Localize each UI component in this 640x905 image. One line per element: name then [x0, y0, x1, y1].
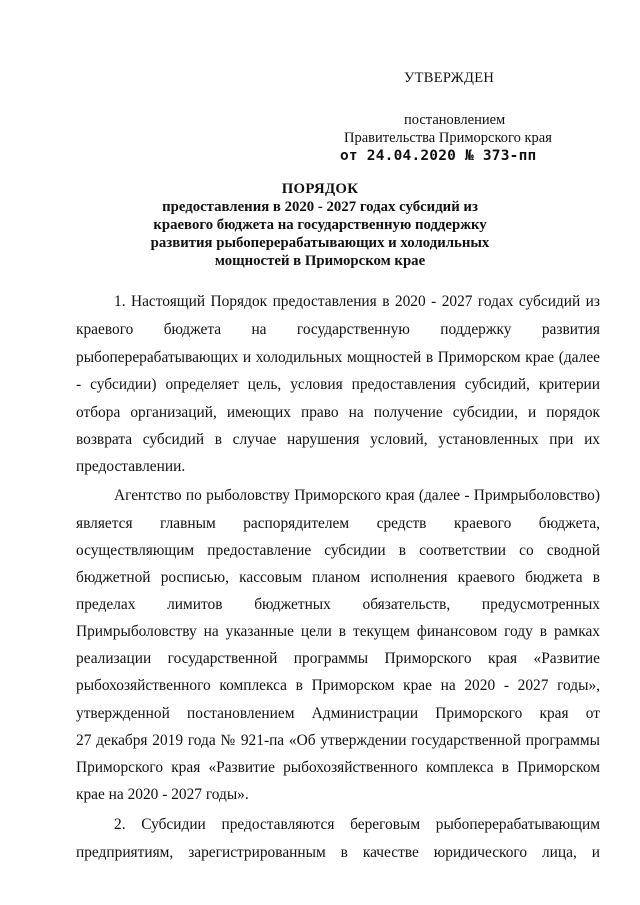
body-line: Примрыболовству на указанные цели в текущем финансовом году в рамках — [76, 623, 600, 640]
body-line: реализации государственной программы Приморского края «Развитие — [76, 650, 600, 667]
approved-label: УТВЕРЖДЕН — [404, 70, 495, 86]
resolution-label: постановлением — [404, 112, 506, 128]
body-line: краевого бюджета на государственную поддержку развития — [76, 321, 600, 338]
title-line: мощностей в Приморском крае — [214, 253, 426, 269]
resolution-stamp: от 24.04.2020 № 373-пп — [340, 148, 537, 164]
body-line: осуществляющим предоставление субсидии в соответствии со сводной — [76, 542, 600, 559]
body-line: рыбохозяйственного комплекса в Приморском крае на 2020 - 2027 годы», — [76, 677, 600, 694]
body-line: бюджетной росписью, кассовым планом исполнения краевого бюджета в — [76, 569, 600, 586]
body-line: пределах лимитов бюджетных обязательств, предусмотренных — [76, 596, 600, 613]
body-line: предоставлении. — [76, 458, 186, 475]
body-line: 2. Субсидии предоставляются береговым рыбоперерабатывающим — [114, 816, 600, 833]
title-line: предоставления в 2020 - 2027 годах субсидий из — [162, 199, 478, 215]
government-label: Правительства Приморского края — [344, 130, 552, 146]
body-line: рыбоперерабатывающих и холодильных мощностей в Приморском крае (далее — [76, 349, 600, 366]
body-line: 27 декабря 2019 года № 921-па «Об утверждении государственной программы — [76, 732, 600, 749]
body-line: - субсидии) определяет цель, условия предоставления субсидий, критерии — [76, 376, 600, 393]
title-heading: ПОРЯДОК — [281, 181, 359, 197]
title-line: краевого бюджета на государственную поддержку — [153, 217, 487, 233]
document-title — [80, 180, 560, 270]
body-line: утвержденной постановлением Администрации Приморского края от — [76, 705, 600, 722]
body-line: является главным распорядителем средств краевого бюджета, — [76, 515, 600, 532]
body-line: Приморского края «Развитие рыбохозяйственного комплекса в Приморском — [76, 759, 600, 776]
body-line: Агентство по рыболовству Приморского края (далее - Примрыболовство) — [114, 487, 600, 504]
title-line: развития рыбоперерабатывающих и холодильных — [150, 235, 490, 251]
body-line: возврата субсидий в случае нарушения условий, установленных при их — [76, 431, 600, 448]
body-line: предприятиям, зарегистрированным в качестве юридического лица, и — [76, 844, 600, 861]
body-line: отбора организаций, имеющих право на получение субсидии, и порядок — [76, 404, 600, 421]
body-line: 1. Настоящий Порядок предоставления в 2020 - 2027 годах субсидий из — [114, 293, 600, 310]
body-line: крае на 2020 - 2027 годы». — [76, 786, 249, 803]
